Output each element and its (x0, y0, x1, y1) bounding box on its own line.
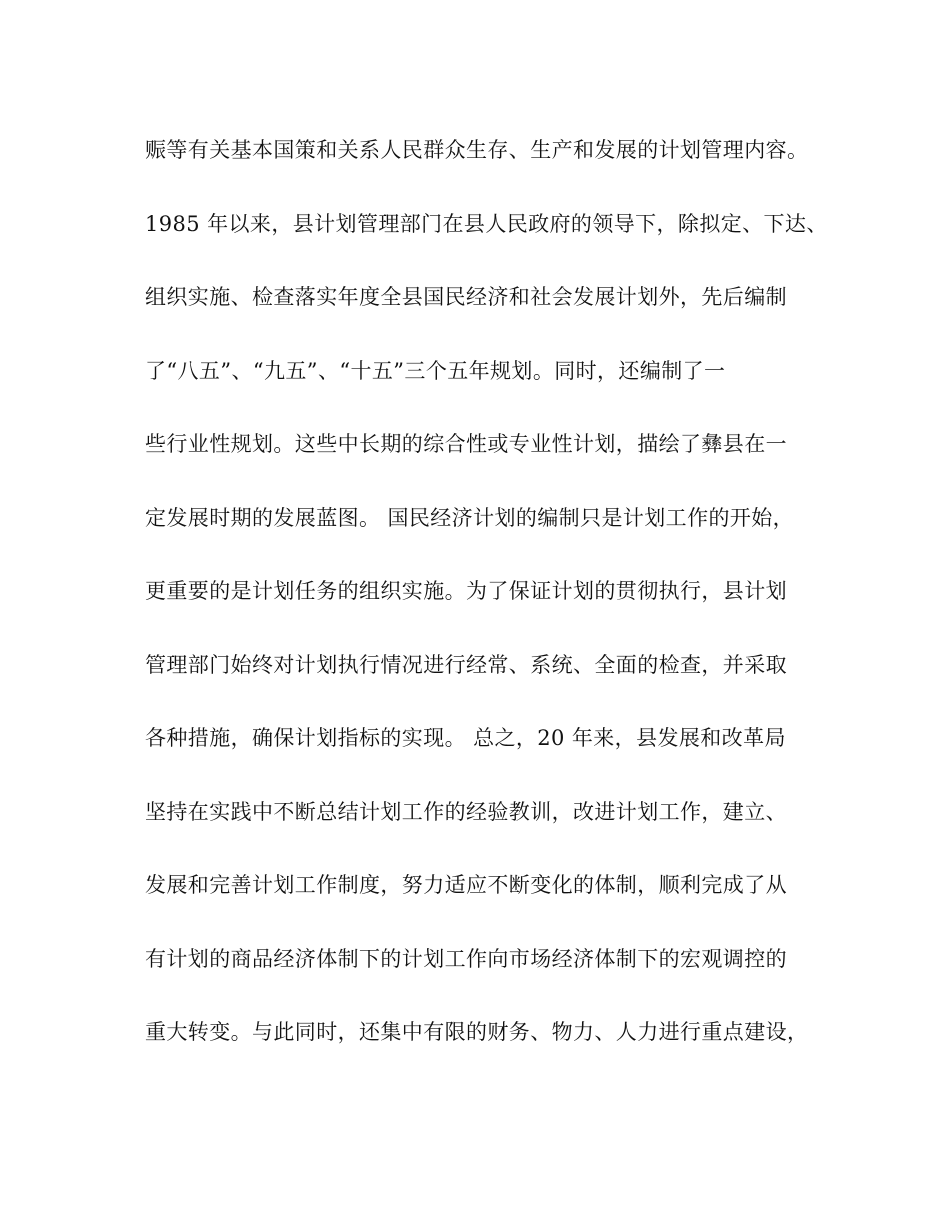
text-line: 了“八五”、“九五”、“十五”三个五年规划。同时，还编制了一 (145, 358, 726, 383)
text-line: 1985 年以来，县计划管理部门在县人民政府的领导下，除拟定、下达、 (145, 211, 828, 236)
text-line: 组织实施、检查落实年度全县国民经济和社会发展计划外，先后编制 (145, 285, 787, 309)
text-line: 更重要的是计划任务的组织实施。为了保证计划的贯彻执行，县计划 (145, 579, 787, 603)
text-line: 有计划的商品经济体制下的计划工作向市场经济体制下的宏观调控的 (145, 946, 787, 971)
text-line: 定发展时期的发展蓝图。 国民经济计划的编制只是计划工作的开始， (145, 505, 795, 530)
text-line: 坚持在实践中不断总结计划工作的经验教训，改进计划工作，建立、 (145, 799, 787, 824)
text-line: 重大转变。与此同时，还集中有限的财务、物力、人力进行重点建设， (145, 1020, 809, 1044)
text-line: 些行业性规划。这些中长期的综合性或专业性计划，描绘了彝县在一 (145, 432, 787, 456)
text-line: 赈等有关基本国策和关系人民群众生存、生产和发展的计划管理内容。 (145, 138, 809, 162)
body-text (145, 130, 828, 1086)
text-line: 各种措施，确保计划指标的实现。 总之，20 年来，县发展和改革局 (145, 726, 786, 750)
text-line: 发展和完善计划工作制度，努力适应不断变化的体制，顺利完成了从 (145, 873, 787, 897)
text-line: 管理部门始终对计划执行情况进行经常、系统、全面的检查，并采取 (145, 652, 787, 677)
